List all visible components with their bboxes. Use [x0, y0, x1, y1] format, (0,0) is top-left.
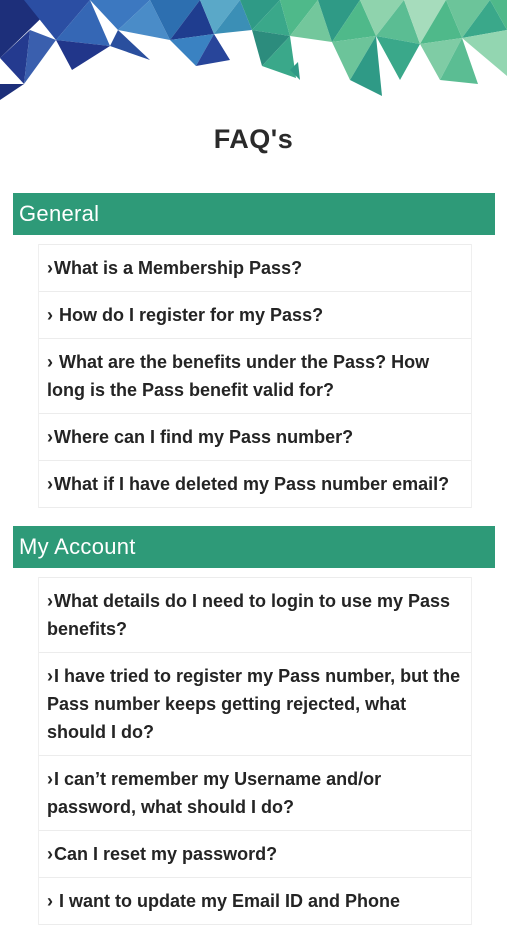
- faq-item[interactable]: [39, 244, 471, 292]
- faq-question: What are the benefits under the Pass? How long is the Pass benefit valid for?: [47, 352, 430, 400]
- chevron-right-icon: ›: [47, 891, 53, 911]
- chevron-right-icon: ›: [47, 591, 53, 611]
- chevron-right-icon: ›: [47, 844, 53, 864]
- faq-question: I can’t remember my Username and/or password, what should I do?: [47, 769, 382, 817]
- chevron-right-icon: ›: [47, 474, 53, 494]
- chevron-right-icon: ›: [47, 305, 53, 325]
- faq-list-my-account: [38, 577, 472, 925]
- chevron-right-icon: ›: [47, 427, 53, 447]
- decorative-triangle-banner: [0, 0, 507, 108]
- chevron-right-icon: ›: [47, 769, 53, 789]
- chevron-right-icon: ›: [47, 666, 53, 686]
- section-header-my-account: My Account: [13, 526, 495, 568]
- faq-question: What details do I need to login to use my Pass benefits?: [47, 591, 451, 639]
- chevron-right-icon: ›: [47, 352, 53, 372]
- faq-item[interactable]: [39, 756, 471, 831]
- faq-question: I want to update my Email ID and Phone: [54, 891, 401, 911]
- faq-item[interactable]: [39, 461, 471, 508]
- faq-question: How do I register for my Pass?: [54, 305, 324, 325]
- faq-question: What is a Membership Pass?: [54, 258, 303, 278]
- faq-item[interactable]: [39, 878, 471, 925]
- faq-item[interactable]: [39, 577, 471, 653]
- faq-question: Can I reset my password?: [54, 844, 278, 864]
- chevron-right-icon: ›: [47, 258, 53, 278]
- faq-question: Where can I find my Pass number?: [54, 427, 354, 447]
- section-header-general: General: [13, 193, 495, 235]
- faq-item[interactable]: [39, 653, 471, 756]
- faq-list-general: [38, 244, 472, 508]
- faq-item[interactable]: [39, 831, 471, 878]
- faq-item[interactable]: [39, 292, 471, 339]
- page-title: FAQ's: [213, 124, 294, 154]
- faq-question: What if I have deleted my Pass number email?: [54, 474, 450, 494]
- faq-question: I have tried to register my Pass number, but the Pass number keeps getting rejected, what should I do?: [47, 666, 461, 742]
- faq-item[interactable]: [39, 339, 471, 414]
- faq-item[interactable]: [39, 414, 471, 461]
